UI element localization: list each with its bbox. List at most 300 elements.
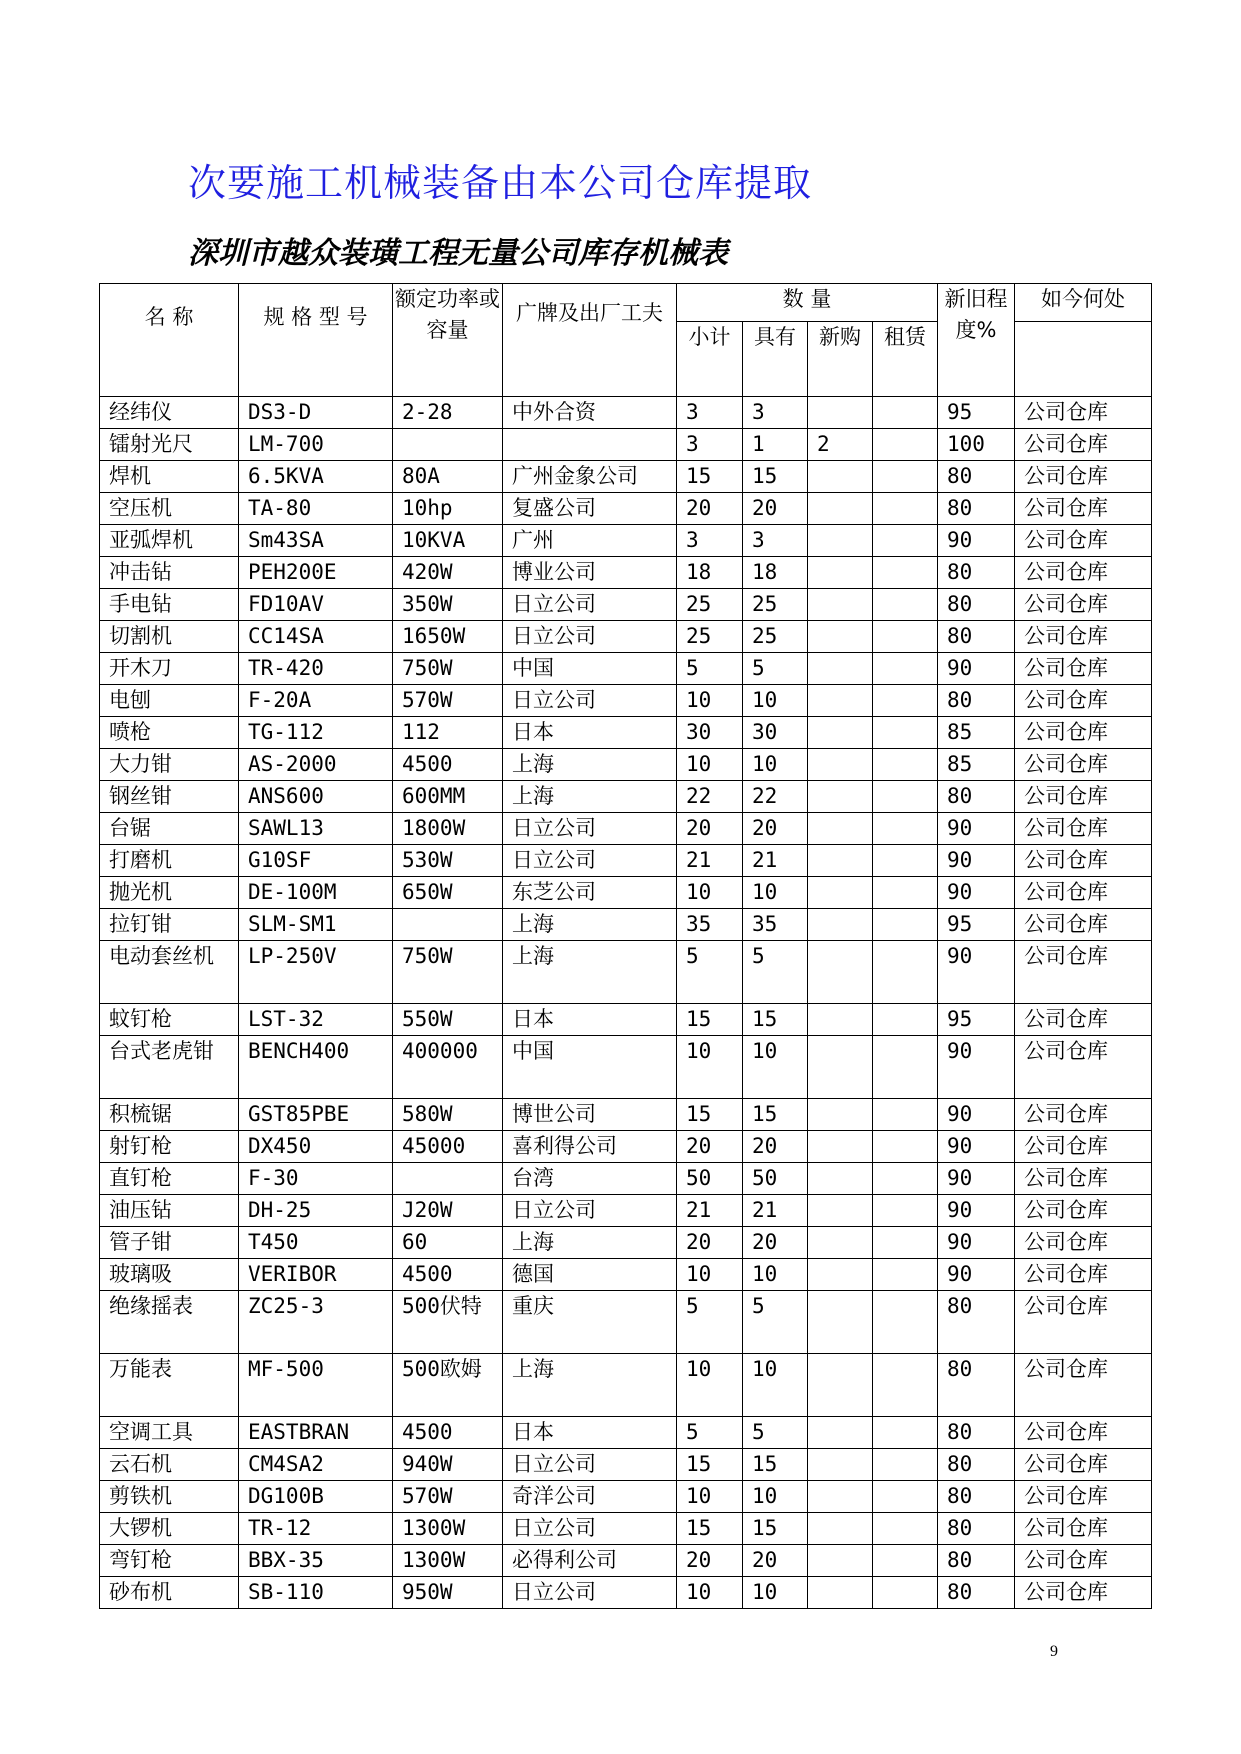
cell-rented xyxy=(873,1099,938,1131)
cell-owned: 30 xyxy=(743,717,808,749)
cell-location: 公司仓库 xyxy=(1015,1131,1152,1163)
cell-rented xyxy=(873,1227,938,1259)
cell-subtotal: 10 xyxy=(677,1259,743,1291)
cell-maker: 日立公司 xyxy=(503,813,677,845)
cell-maker: 上海 xyxy=(503,781,677,813)
cell-name: 大力钳 xyxy=(100,749,239,781)
cell-power: 500欧姆 xyxy=(393,1354,503,1417)
cell-owned: 35 xyxy=(743,909,808,941)
cell-name: 台锯 xyxy=(100,813,239,845)
table-row xyxy=(100,717,1152,749)
cell-condition: 80 xyxy=(938,1545,1015,1577)
cell-power: 4500 xyxy=(393,749,503,781)
cell-location: 公司仓库 xyxy=(1015,1195,1152,1227)
cell-location: 公司仓库 xyxy=(1015,1545,1152,1577)
cell-maker: 上海 xyxy=(503,749,677,781)
cell-rented xyxy=(873,877,938,909)
cell-owned: 5 xyxy=(743,1417,808,1449)
cell-name: 直钉枪 xyxy=(100,1163,239,1195)
cell-new xyxy=(808,845,873,877)
cell-power: 1800W xyxy=(393,813,503,845)
cell-new xyxy=(808,1449,873,1481)
cell-model: DH-25 xyxy=(239,1195,393,1227)
cell-condition: 100 xyxy=(938,429,1015,461)
cell-condition: 90 xyxy=(938,1163,1015,1195)
cell-rented xyxy=(873,749,938,781)
table-row xyxy=(100,493,1152,525)
cell-name: 镭射光尺 xyxy=(100,429,239,461)
cell-condition: 90 xyxy=(938,653,1015,685)
cell-owned: 1 xyxy=(743,429,808,461)
cell-rented xyxy=(873,813,938,845)
cell-model: DE-100M xyxy=(239,877,393,909)
cell-owned: 5 xyxy=(743,941,808,1004)
cell-owned: 20 xyxy=(743,1131,808,1163)
table-row xyxy=(100,1195,1152,1227)
cell-owned: 25 xyxy=(743,621,808,653)
cell-condition: 90 xyxy=(938,1131,1015,1163)
cell-model: BENCH400 xyxy=(239,1036,393,1099)
cell-maker: 日本 xyxy=(503,1004,677,1036)
cell-new xyxy=(808,1036,873,1099)
cell-maker: 中外合资 xyxy=(503,397,677,429)
table-row xyxy=(100,1259,1152,1291)
cell-model: SLM-SM1 xyxy=(239,909,393,941)
table-row xyxy=(100,589,1152,621)
cell-maker: 上海 xyxy=(503,1227,677,1259)
cell-model: LST-32 xyxy=(239,1004,393,1036)
header-name: 名 称 xyxy=(100,284,239,397)
cell-condition: 85 xyxy=(938,717,1015,749)
cell-owned: 15 xyxy=(743,1099,808,1131)
cell-new xyxy=(808,1195,873,1227)
cell-model: SAWL13 xyxy=(239,813,393,845)
cell-location: 公司仓库 xyxy=(1015,1449,1152,1481)
cell-location: 公司仓库 xyxy=(1015,621,1152,653)
cell-condition: 90 xyxy=(938,525,1015,557)
cell-rented xyxy=(873,909,938,941)
cell-maker: 广州 xyxy=(503,525,677,557)
cell-owned: 18 xyxy=(743,557,808,589)
cell-maker: 博业公司 xyxy=(503,557,677,589)
header-model: 规 格 型 号 xyxy=(239,284,393,397)
cell-model: G10SF xyxy=(239,845,393,877)
table-row xyxy=(100,877,1152,909)
cell-owned: 10 xyxy=(743,1577,808,1609)
cell-model: LP-250V xyxy=(239,941,393,1004)
table-row xyxy=(100,429,1152,461)
cell-name: 喷枪 xyxy=(100,717,239,749)
cell-name: 冲击钻 xyxy=(100,557,239,589)
cell-model: ANS600 xyxy=(239,781,393,813)
cell-new xyxy=(808,589,873,621)
cell-new xyxy=(808,1481,873,1513)
cell-power: 650W xyxy=(393,877,503,909)
cell-condition: 90 xyxy=(938,1195,1015,1227)
page-heading: 次要施工机械装备由本公司仓库提取 xyxy=(188,161,813,205)
cell-rented xyxy=(873,685,938,717)
table-row xyxy=(100,1417,1152,1449)
cell-owned: 3 xyxy=(743,397,808,429)
cell-model: TR-420 xyxy=(239,653,393,685)
cell-new xyxy=(808,685,873,717)
cell-location: 公司仓库 xyxy=(1015,877,1152,909)
cell-maker: 喜利得公司 xyxy=(503,1131,677,1163)
cell-owned: 10 xyxy=(743,1481,808,1513)
cell-power xyxy=(393,909,503,941)
cell-new xyxy=(808,1227,873,1259)
cell-subtotal: 20 xyxy=(677,1545,743,1577)
cell-name: 云石机 xyxy=(100,1449,239,1481)
table-row xyxy=(100,909,1152,941)
cell-name: 万能表 xyxy=(100,1354,239,1417)
cell-new xyxy=(808,1163,873,1195)
cell-maker: 日立公司 xyxy=(503,589,677,621)
cell-model: DG100B xyxy=(239,1481,393,1513)
table-row xyxy=(100,1545,1152,1577)
cell-new xyxy=(808,1259,873,1291)
cell-maker: 日立公司 xyxy=(503,1577,677,1609)
cell-model: SB-110 xyxy=(239,1577,393,1609)
cell-rented xyxy=(873,493,938,525)
cell-model: LM-700 xyxy=(239,429,393,461)
cell-power: 550W xyxy=(393,1004,503,1036)
cell-subtotal: 15 xyxy=(677,1513,743,1545)
table-row xyxy=(100,1354,1152,1417)
cell-subtotal: 10 xyxy=(677,1481,743,1513)
cell-model: FD10AV xyxy=(239,589,393,621)
cell-owned: 5 xyxy=(743,653,808,685)
cell-subtotal: 22 xyxy=(677,781,743,813)
cell-rented xyxy=(873,653,938,685)
cell-condition: 80 xyxy=(938,493,1015,525)
cell-owned: 15 xyxy=(743,1513,808,1545)
cell-model: CC14SA xyxy=(239,621,393,653)
cell-model: DX450 xyxy=(239,1131,393,1163)
cell-subtotal: 5 xyxy=(677,1417,743,1449)
cell-condition: 90 xyxy=(938,1099,1015,1131)
cell-location: 公司仓库 xyxy=(1015,1417,1152,1449)
cell-maker: 上海 xyxy=(503,909,677,941)
cell-location: 公司仓库 xyxy=(1015,461,1152,493)
cell-name: 绝缘摇表 xyxy=(100,1291,239,1354)
table-row xyxy=(100,685,1152,717)
cell-subtotal: 20 xyxy=(677,813,743,845)
table-row xyxy=(100,1227,1152,1259)
table-row xyxy=(100,1577,1152,1609)
cell-model: CM4SA2 xyxy=(239,1449,393,1481)
cell-name: 大锣机 xyxy=(100,1513,239,1545)
cell-rented xyxy=(873,1195,938,1227)
cell-model: GST85PBE xyxy=(239,1099,393,1131)
cell-rented xyxy=(873,525,938,557)
cell-power: 570W xyxy=(393,685,503,717)
cell-owned: 10 xyxy=(743,1259,808,1291)
cell-name: 切割机 xyxy=(100,621,239,653)
cell-maker: 必得利公司 xyxy=(503,1545,677,1577)
cell-power: 570W xyxy=(393,1481,503,1513)
cell-new xyxy=(808,749,873,781)
cell-subtotal: 15 xyxy=(677,1099,743,1131)
cell-name: 开木刀 xyxy=(100,653,239,685)
cell-name: 空调工具 xyxy=(100,1417,239,1449)
cell-rented xyxy=(873,429,938,461)
cell-subtotal: 35 xyxy=(677,909,743,941)
cell-condition: 80 xyxy=(938,1291,1015,1354)
cell-name: 剪铁机 xyxy=(100,1481,239,1513)
cell-location: 公司仓库 xyxy=(1015,1481,1152,1513)
cell-rented xyxy=(873,1131,938,1163)
cell-maker: 上海 xyxy=(503,1354,677,1417)
cell-condition: 80 xyxy=(938,461,1015,493)
table-row xyxy=(100,1513,1152,1545)
table-row xyxy=(100,1036,1152,1099)
cell-maker xyxy=(503,429,677,461)
table-row xyxy=(100,653,1152,685)
cell-location: 公司仓库 xyxy=(1015,1004,1152,1036)
cell-new xyxy=(808,1099,873,1131)
cell-power: 940W xyxy=(393,1449,503,1481)
cell-name: 蚊钉枪 xyxy=(100,1004,239,1036)
cell-owned: 50 xyxy=(743,1163,808,1195)
table-row xyxy=(100,1449,1152,1481)
cell-model: AS-2000 xyxy=(239,749,393,781)
cell-condition: 95 xyxy=(938,909,1015,941)
cell-rented xyxy=(873,461,938,493)
cell-maker: 奇洋公司 xyxy=(503,1481,677,1513)
cell-new xyxy=(808,1131,873,1163)
cell-maker: 重庆 xyxy=(503,1291,677,1354)
table-row xyxy=(100,1481,1152,1513)
cell-location: 公司仓库 xyxy=(1015,909,1152,941)
cell-subtotal: 5 xyxy=(677,941,743,1004)
cell-model: BBX-35 xyxy=(239,1545,393,1577)
cell-name: 钢丝钳 xyxy=(100,781,239,813)
table-row xyxy=(100,1099,1152,1131)
cell-location: 公司仓库 xyxy=(1015,813,1152,845)
cell-condition: 80 xyxy=(938,1481,1015,1513)
cell-name: 手电钻 xyxy=(100,589,239,621)
cell-owned: 10 xyxy=(743,1036,808,1099)
cell-power: 420W xyxy=(393,557,503,589)
cell-subtotal: 20 xyxy=(677,1227,743,1259)
header-maker: 广牌及出厂工夫 xyxy=(503,284,677,397)
cell-condition: 95 xyxy=(938,397,1015,429)
cell-rented xyxy=(873,1577,938,1609)
cell-location: 公司仓库 xyxy=(1015,1227,1152,1259)
cell-location: 公司仓库 xyxy=(1015,781,1152,813)
cell-name: 拉钉钳 xyxy=(100,909,239,941)
cell-condition: 80 xyxy=(938,685,1015,717)
cell-subtotal: 10 xyxy=(677,749,743,781)
header-condition: 新旧程度% xyxy=(938,284,1015,397)
table-row xyxy=(100,461,1152,493)
cell-location: 公司仓库 xyxy=(1015,1036,1152,1099)
cell-model: ZC25-3 xyxy=(239,1291,393,1354)
cell-subtotal: 10 xyxy=(677,877,743,909)
cell-model: PEH200E xyxy=(239,557,393,589)
cell-rented xyxy=(873,941,938,1004)
cell-subtotal: 10 xyxy=(677,685,743,717)
cell-owned: 10 xyxy=(743,749,808,781)
cell-model: F-20A xyxy=(239,685,393,717)
cell-name: 玻璃吸 xyxy=(100,1259,239,1291)
cell-maker: 日立公司 xyxy=(503,845,677,877)
cell-rented xyxy=(873,845,938,877)
cell-condition: 80 xyxy=(938,1513,1015,1545)
cell-name: 砂布机 xyxy=(100,1577,239,1609)
cell-name: 电动套丝机 xyxy=(100,941,239,1004)
cell-power xyxy=(393,429,503,461)
cell-subtotal: 25 xyxy=(677,621,743,653)
cell-subtotal: 25 xyxy=(677,589,743,621)
cell-condition: 80 xyxy=(938,1417,1015,1449)
cell-maker: 日本 xyxy=(503,1417,677,1449)
cell-new xyxy=(808,941,873,1004)
cell-subtotal: 15 xyxy=(677,1449,743,1481)
cell-condition: 80 xyxy=(938,1449,1015,1481)
cell-owned: 20 xyxy=(743,493,808,525)
table-row xyxy=(100,557,1152,589)
table-row xyxy=(100,1291,1152,1354)
cell-new xyxy=(808,621,873,653)
table-title: 深圳市越众装璜工程无量公司库存机械表 xyxy=(188,236,728,271)
cell-maker: 东芝公司 xyxy=(503,877,677,909)
cell-rented xyxy=(873,621,938,653)
cell-name: 打磨机 xyxy=(100,845,239,877)
cell-new: 2 xyxy=(808,429,873,461)
cell-rented xyxy=(873,1004,938,1036)
cell-subtotal: 30 xyxy=(677,717,743,749)
cell-rented xyxy=(873,1291,938,1354)
cell-condition: 90 xyxy=(938,941,1015,1004)
cell-subtotal: 3 xyxy=(677,397,743,429)
cell-owned: 20 xyxy=(743,1227,808,1259)
cell-maker: 上海 xyxy=(503,941,677,1004)
cell-new xyxy=(808,653,873,685)
cell-location: 公司仓库 xyxy=(1015,653,1152,685)
cell-model: F-30 xyxy=(239,1163,393,1195)
cell-location: 公司仓库 xyxy=(1015,1259,1152,1291)
cell-location: 公司仓库 xyxy=(1015,429,1152,461)
cell-new xyxy=(808,1545,873,1577)
table-row xyxy=(100,845,1152,877)
cell-condition: 90 xyxy=(938,1259,1015,1291)
cell-condition: 80 xyxy=(938,1354,1015,1417)
cell-maker: 日立公司 xyxy=(503,621,677,653)
cell-new xyxy=(808,877,873,909)
cell-power: J20W xyxy=(393,1195,503,1227)
cell-rented xyxy=(873,1417,938,1449)
cell-power: 80A xyxy=(393,461,503,493)
cell-new xyxy=(808,557,873,589)
cell-condition: 95 xyxy=(938,1004,1015,1036)
cell-rented xyxy=(873,397,938,429)
cell-new xyxy=(808,781,873,813)
cell-name: 经纬仪 xyxy=(100,397,239,429)
cell-subtotal: 15 xyxy=(677,461,743,493)
cell-location: 公司仓库 xyxy=(1015,749,1152,781)
cell-power: 45000 xyxy=(393,1131,503,1163)
cell-subtotal: 5 xyxy=(677,653,743,685)
header-owned: 具有 xyxy=(743,322,808,397)
cell-name: 台式老虎钳 xyxy=(100,1036,239,1099)
cell-power: 1650W xyxy=(393,621,503,653)
cell-location: 公司仓库 xyxy=(1015,1099,1152,1131)
cell-name: 电刨 xyxy=(100,685,239,717)
cell-power: 10KVA xyxy=(393,525,503,557)
cell-owned: 15 xyxy=(743,1449,808,1481)
cell-power: 580W xyxy=(393,1099,503,1131)
cell-rented xyxy=(873,1259,938,1291)
header-power: 额定功率或容量 xyxy=(393,284,503,397)
cell-location: 公司仓库 xyxy=(1015,1163,1152,1195)
cell-condition: 80 xyxy=(938,621,1015,653)
cell-new xyxy=(808,813,873,845)
cell-condition: 90 xyxy=(938,845,1015,877)
cell-model: MF-500 xyxy=(239,1354,393,1417)
cell-new xyxy=(808,525,873,557)
cell-owned: 10 xyxy=(743,685,808,717)
cell-power: 500伏特 xyxy=(393,1291,503,1354)
cell-owned: 15 xyxy=(743,1004,808,1036)
cell-location: 公司仓库 xyxy=(1015,525,1152,557)
cell-rented xyxy=(873,1481,938,1513)
cell-new xyxy=(808,1004,873,1036)
cell-owned: 21 xyxy=(743,845,808,877)
cell-new xyxy=(808,1354,873,1417)
cell-subtotal: 15 xyxy=(677,1004,743,1036)
cell-new xyxy=(808,493,873,525)
cell-location: 公司仓库 xyxy=(1015,1513,1152,1545)
cell-rented xyxy=(873,1513,938,1545)
cell-location: 公司仓库 xyxy=(1015,1291,1152,1354)
table-row xyxy=(100,525,1152,557)
page-number: 9 xyxy=(1050,1643,1058,1660)
cell-condition: 90 xyxy=(938,813,1015,845)
cell-power: 400000 xyxy=(393,1036,503,1099)
cell-condition: 85 xyxy=(938,749,1015,781)
cell-location: 公司仓库 xyxy=(1015,397,1152,429)
cell-model: Sm43SA xyxy=(239,525,393,557)
cell-new xyxy=(808,397,873,429)
cell-condition: 80 xyxy=(938,589,1015,621)
cell-model: TR-12 xyxy=(239,1513,393,1545)
cell-power: 600MM xyxy=(393,781,503,813)
cell-location: 公司仓库 xyxy=(1015,493,1152,525)
cell-rented xyxy=(873,781,938,813)
cell-owned: 5 xyxy=(743,1291,808,1354)
cell-maker: 日立公司 xyxy=(503,685,677,717)
header-subtotal: 小计 xyxy=(677,322,743,397)
cell-name: 抛光机 xyxy=(100,877,239,909)
cell-subtotal: 10 xyxy=(677,1036,743,1099)
cell-owned: 25 xyxy=(743,589,808,621)
cell-rented xyxy=(873,717,938,749)
cell-subtotal: 50 xyxy=(677,1163,743,1195)
cell-maker: 日立公司 xyxy=(503,1449,677,1481)
cell-rented xyxy=(873,1163,938,1195)
table-row xyxy=(100,1131,1152,1163)
header-rented: 租赁 xyxy=(873,322,938,397)
cell-power: 750W xyxy=(393,653,503,685)
table-row xyxy=(100,1004,1152,1036)
cell-location: 公司仓库 xyxy=(1015,941,1152,1004)
cell-location: 公司仓库 xyxy=(1015,845,1152,877)
header-new: 新购 xyxy=(808,322,873,397)
cell-maker: 博世公司 xyxy=(503,1099,677,1131)
cell-owned: 20 xyxy=(743,813,808,845)
